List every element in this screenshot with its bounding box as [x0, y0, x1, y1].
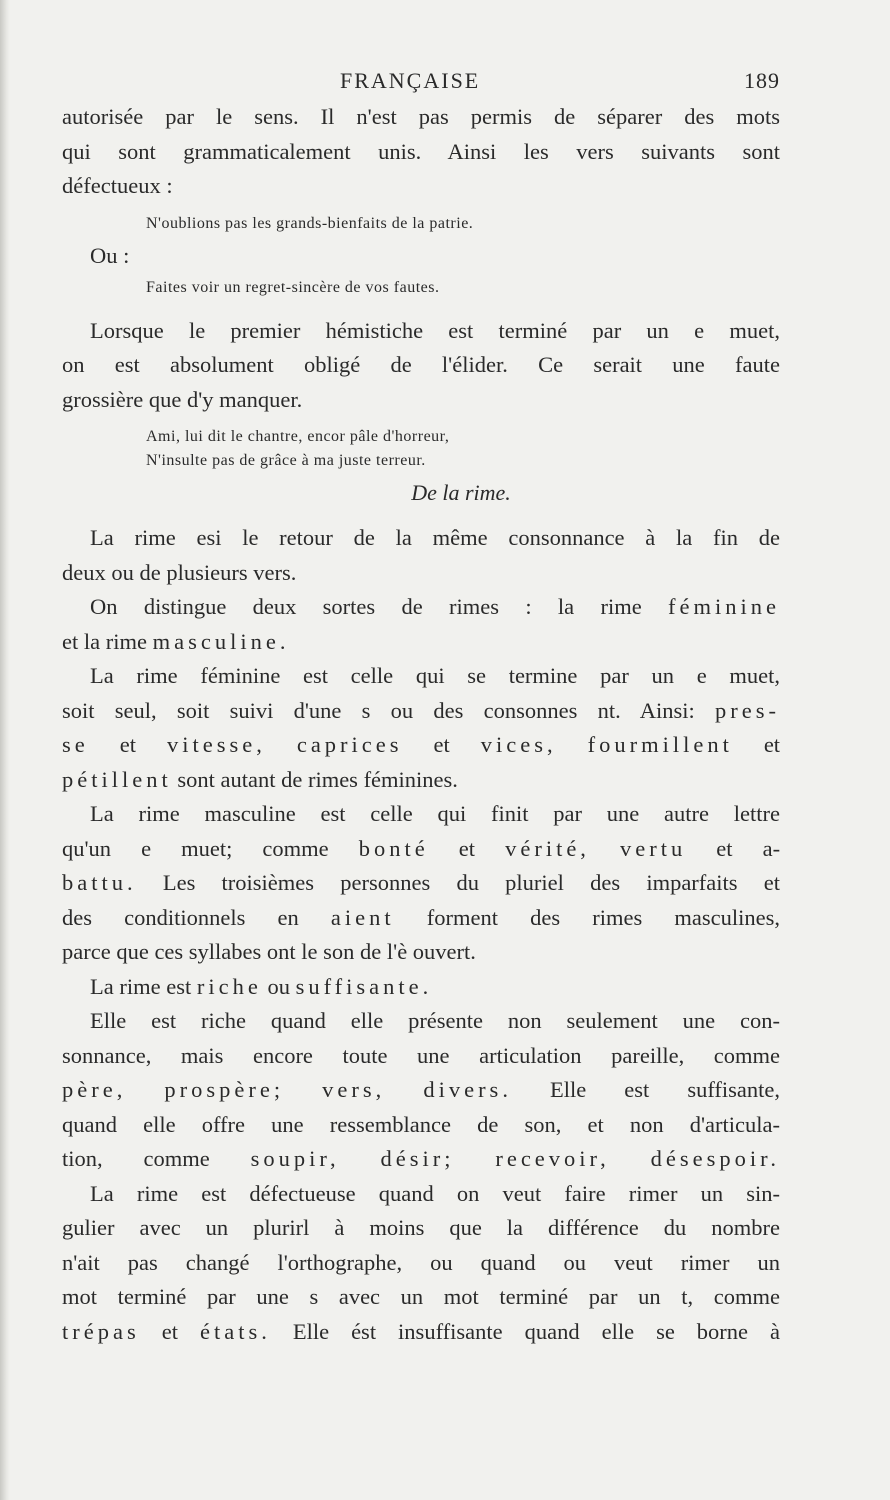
- text-line: La rime est défectueuse quand on veut faire rimer un sin-: [90, 1180, 780, 1206]
- text-line: [62, 728, 780, 763]
- text-line: défectueux :: [62, 173, 173, 198]
- text-span: tion, comme: [62, 1146, 210, 1171]
- spaced-term: se: [62, 732, 89, 757]
- page-edge-shadow: [0, 0, 10, 1500]
- spaced-term: masculine: [152, 628, 280, 654]
- spaced-term: battu.: [62, 870, 137, 895]
- text-line: [62, 590, 780, 625]
- text-line: parce que ces syllabes ont le son de l'è ouvert.: [62, 939, 476, 964]
- page-number: 189: [744, 68, 780, 93]
- text-span: et la rime: [62, 628, 147, 654]
- text-line: n'ait pas changé l'orthographe, ou quand ou veut rimer un: [62, 1249, 780, 1275]
- text-span: et: [763, 732, 781, 757]
- text-line: [62, 1073, 780, 1108]
- text-span: forment des rimes masculines,: [426, 904, 780, 930]
- spaced-term: désir;: [380, 1146, 455, 1171]
- text-span: et: [458, 835, 476, 861]
- paragraph-4: [62, 590, 780, 659]
- spaced-term: divers.: [423, 1077, 512, 1102]
- spaced-term: pétillent: [62, 766, 172, 792]
- text-line: La rime féminine est celle qui se termine par un e muet,: [90, 663, 780, 688]
- spaced-term: suffisante: [295, 973, 423, 999]
- book-page: [62, 60, 780, 1349]
- text-span: ou: [267, 973, 290, 999]
- spaced-term: vérité,: [505, 835, 590, 861]
- spaced-term: vertu: [620, 835, 687, 861]
- paragraph-7: [62, 970, 780, 1005]
- spaced-term: fourmillent: [587, 732, 733, 757]
- text-span: Elle est suffisante,: [550, 1077, 781, 1102]
- paragraph-5: [62, 659, 780, 797]
- paragraph-8: [62, 1004, 780, 1177]
- text-line: [62, 763, 780, 798]
- text-line: [62, 694, 780, 729]
- spaced-term: vitesse,: [166, 732, 266, 757]
- section-title: De la rime.: [411, 480, 511, 505]
- text-line: grossière que d'y manquer.: [62, 386, 303, 412]
- text-span: .: [279, 628, 286, 654]
- spaced-term: prospère;: [164, 1077, 285, 1102]
- spaced-term: vers,: [322, 1077, 386, 1102]
- text-span: et a-: [716, 835, 781, 861]
- paragraph-1: [62, 100, 780, 204]
- spaced-term: féminine: [668, 594, 781, 619]
- paragraph-2: [62, 314, 780, 418]
- paragraph-6: [62, 797, 780, 970]
- ou-label: Ou :: [90, 242, 130, 268]
- text-line: [62, 625, 780, 660]
- text-span: et: [119, 732, 136, 757]
- text-span: et: [161, 1318, 178, 1344]
- text-line: [62, 970, 780, 1005]
- text-line: La rime masculine est celle qui finit par une autre lettre: [90, 801, 780, 826]
- text-line: qui sont grammaticalement unis. Ainsi les vers suivants sont: [62, 138, 780, 164]
- text-span: et: [433, 732, 450, 757]
- verse-example-3-line-2: N'insulte pas de grâce à ma juste terreur.: [146, 452, 426, 469]
- text-line: autorisée par le sens. Il n'est pas permis de séparer des mots: [62, 104, 780, 129]
- text-line: on est absolument obligé de l'élider. Ce serait une faute: [62, 352, 780, 377]
- text-span: Elle ést insuffisante quand elle se borne à: [292, 1318, 781, 1344]
- text-line: [62, 1142, 780, 1177]
- spaced-term: trépas: [62, 1318, 140, 1344]
- paragraph-9: [62, 1177, 780, 1350]
- text-span: .: [422, 973, 429, 999]
- text-line: sonnance, mais encore toute une articulation pareille, comme: [62, 1042, 780, 1068]
- spaced-term: soupir,: [250, 1146, 340, 1171]
- text-span: sont autant de rimes féminines.: [177, 766, 458, 792]
- paragraph-3: [62, 521, 780, 590]
- verse-example-1: N'oublions pas les grands-bienfaits de la patrie.: [146, 214, 474, 232]
- text-line: Lorsque le premier hémistiche est terminé par un e muet,: [90, 317, 780, 343]
- spaced-term: père,: [62, 1077, 127, 1102]
- running-title: FRANÇAISE: [340, 68, 481, 93]
- spaced-term: caprices: [296, 732, 403, 757]
- text-line: gulier avec un plurirl à moins que la différence du nombre: [62, 1215, 780, 1240]
- text-span: des conditionnels en: [62, 904, 299, 930]
- text-span: soit seul, soit suivi d'une s ou des consonnes nt. Ainsi:: [62, 697, 695, 723]
- text-span: On distingue deux sortes de rimes : la rime: [90, 594, 642, 619]
- spaced-term: pres-: [715, 697, 781, 723]
- verse-example-2: Faites voir un regret-sincère de vos fautes.: [146, 278, 440, 296]
- spaced-term: bonté: [358, 835, 429, 861]
- text-span: La rime est: [90, 973, 192, 999]
- spaced-term: états.: [199, 1318, 271, 1344]
- text-line: Elle est riche quand elle présente non seulement une con-: [90, 1008, 780, 1033]
- text-line: [62, 901, 780, 936]
- spaced-term: riche: [196, 973, 262, 999]
- spaced-term: aient: [330, 904, 395, 930]
- text-line: mot terminé par une s avec un mot terminé par un t, comme: [62, 1284, 780, 1309]
- text-span: Les troisièmes personnes du pluriel des imparfaits et: [162, 870, 780, 895]
- text-line: [62, 832, 780, 867]
- text-line: La rime esi le retour de la même consonnance à la fin de: [90, 525, 780, 550]
- spaced-term: recevoir,: [495, 1146, 610, 1171]
- running-header: [62, 60, 780, 100]
- text-line: [62, 866, 780, 901]
- text-line: quand elle offre une ressemblance de son, et non d'articula-: [62, 1111, 780, 1137]
- spaced-term: vices,: [480, 732, 557, 757]
- spaced-term: désespoir.: [650, 1146, 781, 1171]
- verse-example-3-line-1: Ami, lui dit le chantre, encor pâle d'horreur,: [146, 428, 450, 445]
- text-span: qu'un e muet; comme: [62, 835, 329, 861]
- text-line: deux ou de plusieurs vers.: [62, 559, 297, 585]
- text-line: [62, 1315, 780, 1350]
